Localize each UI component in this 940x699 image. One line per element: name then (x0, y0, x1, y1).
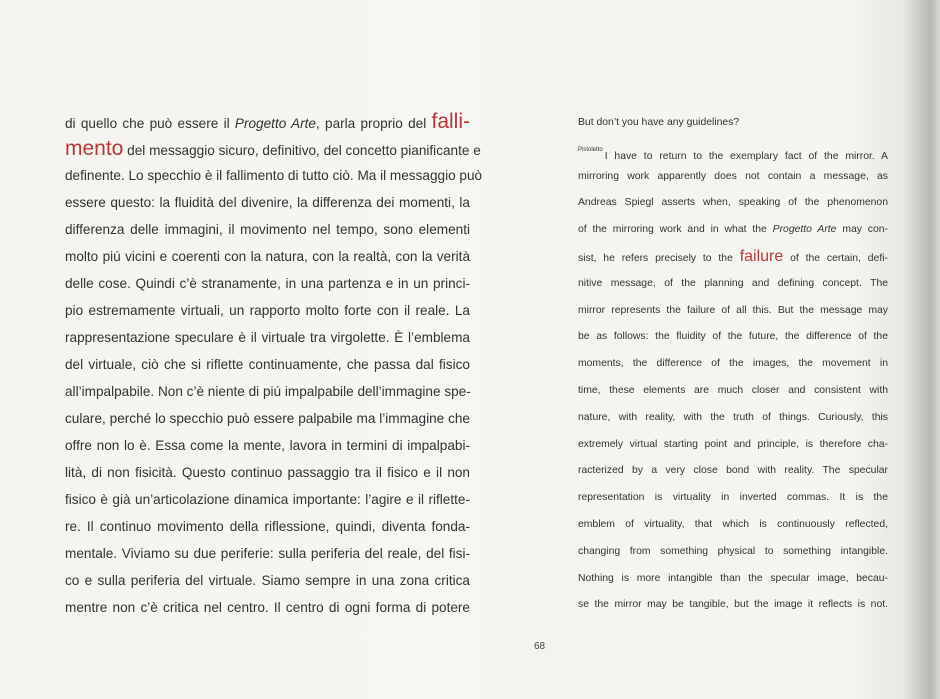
text-line (65, 382, 470, 409)
text-line (578, 569, 888, 596)
text-line (578, 327, 888, 354)
text-segment: del messaggio sicuro, definitivo, del concetto pianificante e (123, 143, 481, 158)
text-segment: delle cose. Quindi c’è stranamente, in una partenza e in un princi- (65, 276, 470, 291)
speaker-label: Pistoletto (578, 146, 603, 153)
text-line (65, 112, 470, 139)
text-line (65, 301, 470, 328)
text-segment: , parla proprio del (315, 116, 432, 131)
text-segment: be as follows: the fluidity of the future, the difference of the (578, 331, 888, 343)
right-page-text (578, 113, 888, 622)
text-segment: mentale. Viviamo su due periferie: sulla periferia del reale, del fisi- (65, 546, 470, 561)
text-segment: all’impalpabile. Non c’è niente di piú impalpabile dell’immagine spe- (65, 384, 471, 399)
text-segment: di quello che può essere il (65, 116, 235, 131)
text-segment: del virtuale, ciò che si riflette continuamente, che passa dal fisico (65, 357, 470, 372)
text-line (65, 463, 470, 490)
text-line (578, 461, 888, 488)
text-segment: mentre non c’è critica nel centro. Il centro di ogni forma di potere (65, 600, 470, 615)
text-segment: emblem of virtuality, that which is continuously reflected, (578, 518, 888, 530)
text-segment: se the mirror may be tangible, but the image it reflects is not. (578, 599, 888, 611)
text-segment: culare, perché lo specchio può essere palpabile ma l’immagine che (65, 411, 470, 426)
text-line (65, 517, 470, 544)
text-line (578, 301, 888, 328)
text-line (578, 488, 888, 515)
text-segment: mirroring work apparently does not contain a message, as (578, 170, 888, 182)
text-line (65, 137, 481, 166)
text-line (578, 354, 888, 381)
left-page-text (65, 110, 483, 625)
text-segment: time, these elements are much closer and consistent with (578, 384, 888, 396)
text-line (578, 274, 888, 301)
text-line (65, 220, 470, 247)
text-line (578, 408, 888, 435)
page-number: 68 (534, 641, 546, 652)
text-line (65, 571, 470, 598)
text-line (578, 595, 888, 622)
text-line (578, 220, 888, 247)
text-segment: sist, he refers precisely to the (578, 252, 740, 264)
text-line (65, 436, 470, 463)
text-segment: extremely virtual starting point and principle, is therefore cha- (578, 438, 888, 450)
text-line (65, 544, 470, 571)
text-segment: co e sulla periferia del virtuale. Siamo sempre in una zona critica (65, 573, 470, 588)
text-segment: differenza delle immagini, il movimento nel tempo, sono elementi (65, 222, 470, 237)
text-segment: definente. Lo specchio è il fallimento di tutto ciò. Ma il messaggio può (65, 168, 483, 183)
text-segment: molto piú vicini e coerenti con la natura, con la realtà, con la verità (65, 249, 470, 264)
text-segment: may con- (836, 224, 889, 236)
text-line (65, 409, 470, 436)
text-line (578, 140, 888, 167)
text-segment: nitive message, of the planning and defining concept. The (578, 277, 888, 289)
text-segment: changing from something physical to something intangible. (578, 545, 888, 557)
text-segment: racterized by a very close bond with reality. The specular (578, 465, 888, 477)
text-segment: pio estremamente virtuali, un rapporto molto forte con il reale. La (65, 303, 470, 318)
text-segment: lità, di non fisicità. Questo continuo passaggio tra il fisico e il non (65, 465, 470, 480)
text-line (578, 193, 888, 220)
text-line (65, 598, 470, 625)
text-segment: I have to return to the exemplary fact of the mirror. A (604, 150, 888, 162)
text-line (578, 435, 888, 462)
text-line (65, 193, 470, 220)
text-segment: essere questo: la fluidità del divenire, la differenza dei momenti, la (65, 195, 470, 210)
text-segment: Nothing is more intangible than the specular image, becau- (578, 572, 888, 584)
text-line (65, 247, 470, 274)
text-segment: re. Il continuo movimento della riflessione, quindi, diventa fonda- (65, 519, 470, 534)
italic-title: Progetto Arte (772, 224, 837, 236)
italic-title: Progetto Arte (234, 116, 316, 131)
text-line (65, 166, 483, 193)
text-line (578, 542, 888, 569)
text-line (65, 274, 470, 301)
text-line (65, 328, 470, 355)
text-line (578, 381, 888, 408)
text-line (65, 490, 470, 517)
text-segment: Andreas Spiegl asserts when, speaking of the phenomenon (578, 197, 888, 209)
text-segment: offre non lo è. Essa come la mente, lavora in termini di impalpabi- (65, 438, 470, 453)
text-line (578, 247, 888, 274)
highlighted-word: falli- (431, 110, 470, 133)
text-segment: mirror represents the failure of all this. But the message may (578, 304, 888, 316)
text-line (578, 515, 888, 542)
text-line (578, 113, 888, 140)
text-segment: of the mirroring work and in what the (578, 224, 773, 236)
text-segment: But don’t you have any guidelines? (578, 117, 740, 128)
text-segment: moments, the difference of the images, the movement in (578, 358, 888, 370)
text-line (65, 355, 470, 382)
text-segment: nature, with reality, with the truth of things. Curiously, this (578, 411, 888, 423)
text-segment: fisico è già un’articolazione dinamica importante: l’agire e il riflette- (65, 492, 470, 507)
text-segment: of the certain, defi- (783, 252, 888, 264)
highlighted-word: failure (739, 247, 784, 265)
text-line (578, 167, 888, 194)
text-segment: representation is virtuality in inverted commas. It is the (578, 492, 888, 504)
highlighted-word: mento (65, 137, 124, 160)
text-segment: rappresentazione speculare è il virtuale tra virgolette. È l’emblema (65, 330, 470, 345)
